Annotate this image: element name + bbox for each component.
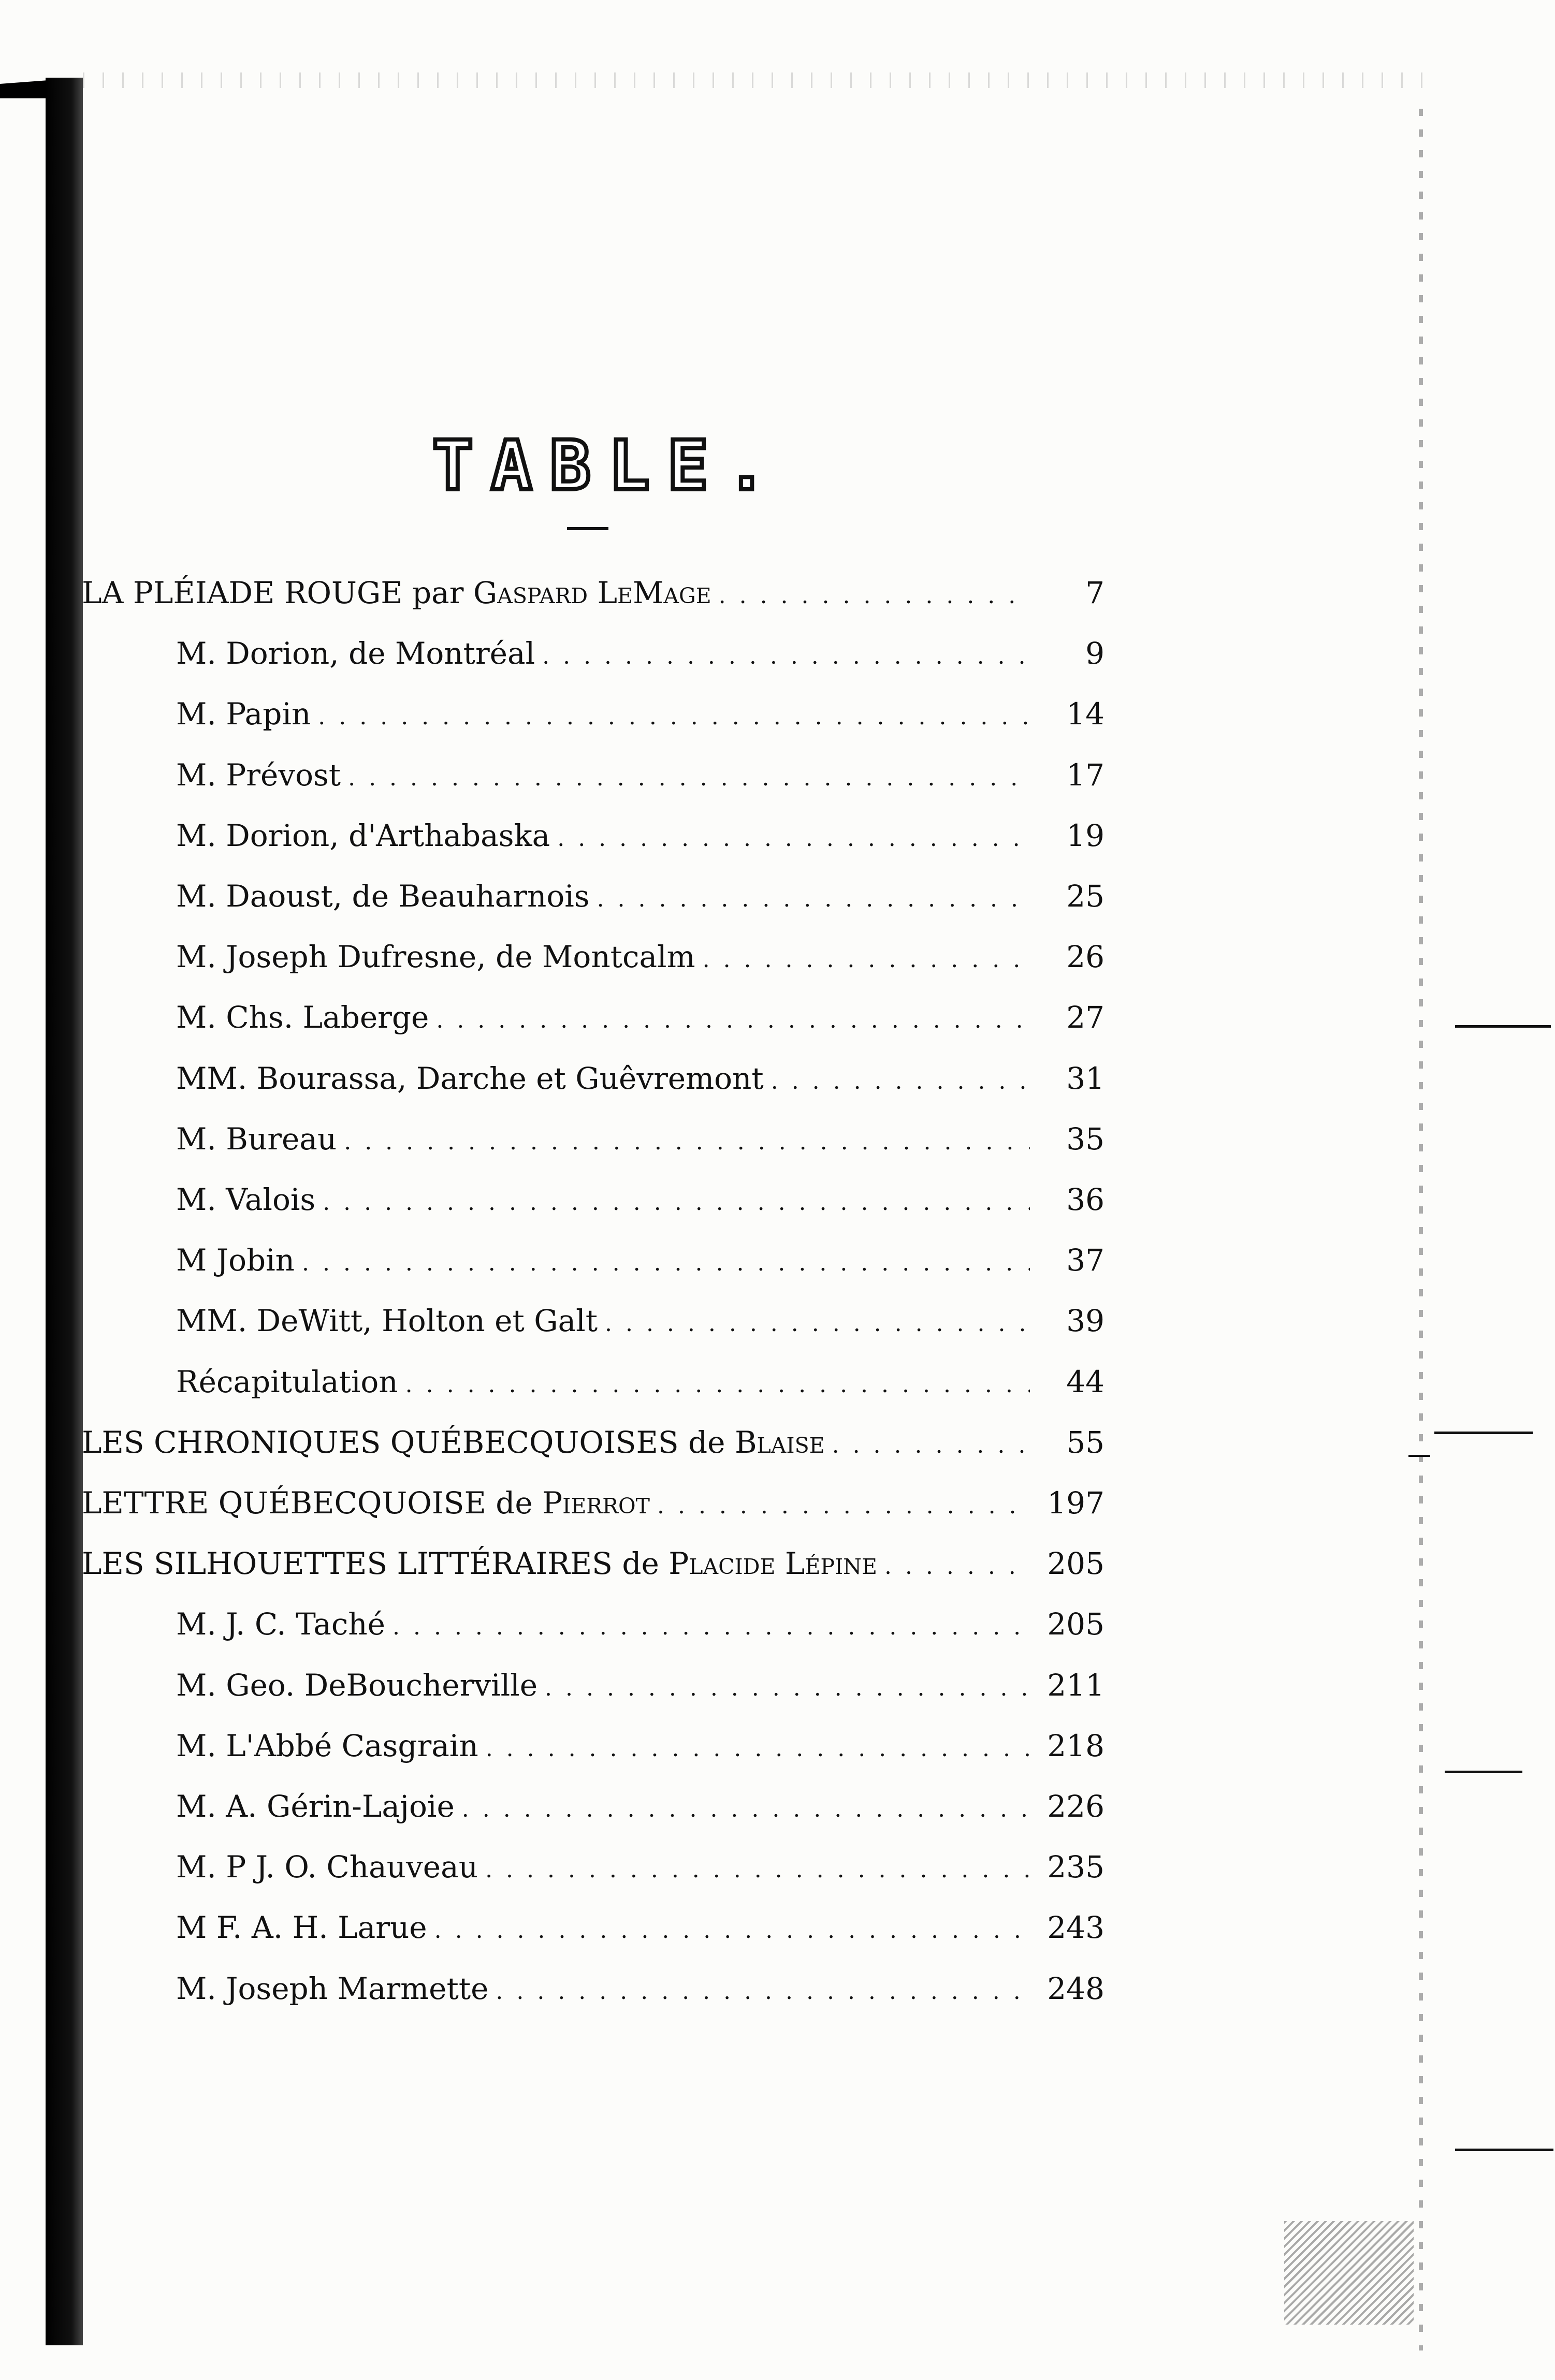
- page-title: TABLE.: [432, 426, 785, 506]
- dot-leader: [318, 699, 1030, 735]
- toc-entry: [176, 1728, 1105, 1764]
- dot-leader: [545, 1670, 1030, 1706]
- toc-entry: [176, 1242, 1105, 1278]
- toc-entry-title: [82, 575, 711, 611]
- toc-entry: [176, 1364, 1105, 1400]
- dot-leader: [832, 1427, 1030, 1464]
- toc-entry-author: Placide Lépine: [668, 1546, 877, 1581]
- toc-entry-title: [176, 1242, 295, 1278]
- toc-entry-title: [176, 1181, 315, 1218]
- dot-leader: [703, 942, 1030, 978]
- toc-entry-title-text: M. Valois: [176, 1182, 316, 1217]
- toc-entry: [176, 1849, 1105, 1885]
- dot-leader: [344, 1124, 1030, 1160]
- toc-entry: [176, 1303, 1105, 1339]
- dot-leader: [405, 1367, 1030, 1403]
- toc-page-number: 37: [1066, 1243, 1105, 1278]
- toc-entry-title: [176, 1909, 427, 1946]
- toc-entry-title: [176, 1121, 337, 1157]
- toc-entry-title-text: M. Joseph Marmette: [176, 1971, 489, 2006]
- toc-page-number: 14: [1066, 696, 1105, 732]
- toc-entry-title: [176, 635, 535, 671]
- toc-entry-title-text: M Jobin: [176, 1243, 295, 1278]
- toc-entry: [176, 1121, 1105, 1157]
- toc-page-number: 7: [1085, 575, 1105, 610]
- toc-entry-title-text: M. L'Abbé Casgrain: [176, 1728, 478, 1763]
- dot-leader: [542, 638, 1030, 675]
- toc-entry-author: Gaspard LeMage: [473, 575, 711, 610]
- toc-page-number: 25: [1066, 879, 1105, 914]
- toc-entry-title: [176, 757, 341, 793]
- toc-entry-title-text: Récapitulation: [176, 1364, 398, 1399]
- dot-leader: [605, 1306, 1030, 1342]
- toc-entry: [176, 696, 1105, 732]
- toc-entry: [176, 1788, 1105, 1824]
- toc-entry-title-text: LES SILHOUETTES LITTÉRAIRES de: [82, 1546, 669, 1581]
- toc-entry-title: [176, 1364, 398, 1400]
- toc-page-number: 197: [1047, 1485, 1105, 1521]
- toc-entry: [176, 1606, 1105, 1642]
- dot-leader: [434, 1912, 1030, 1949]
- toc-entry-author: Pierrot: [542, 1485, 650, 1521]
- toc-entry-title-text: M. A. Gérin-Lajoie: [176, 1789, 455, 1824]
- toc-page-number: 205: [1047, 1607, 1105, 1642]
- toc-entry-title: [176, 1303, 598, 1339]
- toc-entry: [82, 1424, 1105, 1461]
- toc-entry-title-text: MM. DeWitt, Holton et Galt: [176, 1303, 598, 1338]
- toc-entry-title-text: M. Bureau: [176, 1121, 337, 1157]
- toc-entry-title: [176, 1849, 478, 1885]
- toc-page-number: 19: [1066, 818, 1105, 853]
- dot-leader: [719, 578, 1030, 614]
- toc-entry: [176, 817, 1105, 854]
- toc-entry: [176, 1181, 1105, 1218]
- toc-page-number: 17: [1066, 757, 1105, 793]
- dot-leader: [462, 1791, 1030, 1828]
- toc-entry-title-text: M. Dorion, de Montréal: [176, 636, 535, 671]
- toc-entry-title-text: M. Prévost: [176, 757, 341, 793]
- toc-entry-title-text: MM. Bourassa, Darche et Guêvremont: [176, 1061, 764, 1096]
- toc-entry-title: [82, 1485, 650, 1521]
- toc-entry-author: Blaise: [734, 1425, 825, 1460]
- toc-entry: [176, 1970, 1105, 2007]
- toc-page-number: 31: [1066, 1061, 1105, 1096]
- toc-entry-title-text: M. Geo. DeBoucherville: [176, 1668, 538, 1703]
- toc-entry-title: [82, 1424, 825, 1461]
- toc-entry-title-text: M F. A. H. Larue: [176, 1910, 427, 1945]
- toc-entry-title-text: LES CHRONIQUES QUÉBECQUOISES de: [82, 1425, 735, 1460]
- toc-entry-title: [176, 1728, 478, 1764]
- toc-entry: [176, 1060, 1105, 1097]
- toc-entry-title-text: M. Chs. Laberge: [176, 1000, 429, 1035]
- dot-leader: [597, 881, 1030, 917]
- toc-entry: [82, 1485, 1105, 1521]
- dot-leader: [436, 1002, 1030, 1039]
- toc-entry-title-text: M. Dorion, d'Arthabaska: [176, 818, 550, 853]
- toc-entry-title-text: LETTRE QUÉBECQUOISE de: [82, 1485, 543, 1521]
- toc-page-number: 205: [1047, 1546, 1105, 1581]
- toc-entry: [82, 575, 1105, 611]
- toc-entry-title-text: M. P J. O. Chauveau: [176, 1849, 478, 1885]
- toc-entry-title: [176, 939, 695, 975]
- toc-entry-title-text: M. Daoust, de Beauharnois: [176, 879, 590, 914]
- toc-entry-title: [176, 1970, 488, 2007]
- toc-entry-title: [82, 1545, 877, 1582]
- toc-page-number: 9: [1085, 636, 1105, 671]
- toc-page-number: 55: [1066, 1425, 1105, 1460]
- dot-leader: [323, 1185, 1030, 1221]
- toc-entry: [176, 939, 1105, 975]
- toc-entry-title-text: LA PLÉIADE ROUGE par: [82, 575, 473, 610]
- dot-leader: [393, 1609, 1030, 1645]
- toc-entry-title: [176, 696, 311, 732]
- toc-entry: [176, 1667, 1105, 1703]
- toc-page-number: 26: [1066, 939, 1105, 974]
- toc-entry-title: [176, 1606, 385, 1642]
- toc-entry-title: [176, 817, 550, 854]
- toc-entry-title: [176, 999, 429, 1035]
- toc-page-number: 243: [1047, 1910, 1105, 1945]
- toc-entry-title-text: M. Papin: [176, 696, 311, 732]
- toc-page-number: 36: [1066, 1182, 1105, 1217]
- dot-leader: [884, 1549, 1030, 1585]
- dot-leader: [771, 1063, 1030, 1100]
- toc-page-number: 218: [1047, 1728, 1105, 1763]
- toc-page-number: 27: [1066, 1000, 1105, 1035]
- toc-page-number: 226: [1047, 1789, 1105, 1824]
- toc-page-number: 211: [1047, 1668, 1105, 1703]
- toc-page-number: 35: [1066, 1121, 1105, 1157]
- dot-leader: [657, 1488, 1030, 1524]
- toc-page-number: 39: [1066, 1303, 1105, 1338]
- toc-entry-title-text: M. J. C. Taché: [176, 1607, 385, 1642]
- toc-entry-title-text: M. Joseph Dufresne, de Montcalm: [176, 939, 695, 974]
- dot-leader: [486, 1731, 1030, 1767]
- dot-leader: [496, 1974, 1030, 2010]
- dot-leader: [302, 1245, 1030, 1281]
- toc-page-number: 235: [1047, 1849, 1105, 1885]
- toc-entry: [82, 1545, 1105, 1582]
- toc-entry: [176, 635, 1105, 671]
- toc-entry: [176, 999, 1105, 1035]
- toc-page-number: 248: [1047, 1971, 1105, 2006]
- toc-entry-title: [176, 1667, 537, 1703]
- toc-entry: [176, 878, 1105, 914]
- toc-entry-title: [176, 878, 590, 914]
- dot-leader: [348, 760, 1030, 796]
- dot-leader: [557, 821, 1030, 857]
- dot-leader: [485, 1852, 1030, 1888]
- toc-page-number: 44: [1066, 1364, 1105, 1399]
- toc-entry: [176, 1909, 1105, 1946]
- toc-entry: [176, 757, 1105, 793]
- toc-entry-title: [176, 1788, 455, 1824]
- toc-entry-title: [176, 1060, 764, 1097]
